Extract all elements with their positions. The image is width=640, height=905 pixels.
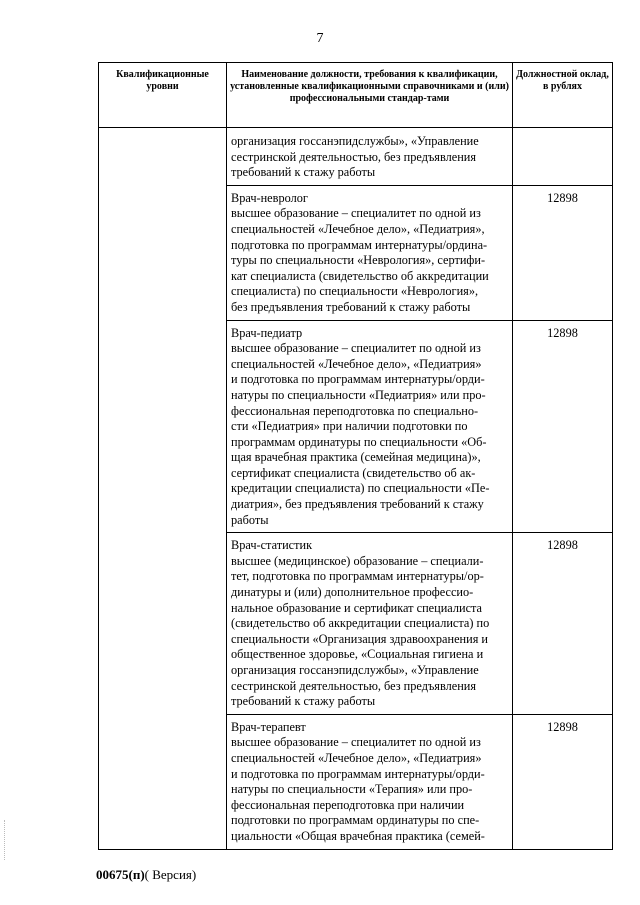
continuation-text: организация госсанэпидслужбы», «Управление сестринской деятельностью, без предъявления требований к стажу работы: [227, 128, 513, 186]
position-title: Врач-статистик: [231, 538, 313, 553]
position-requirements: высшее образование – специалитет по одной из специальностей «Лечебное дело», «Педиатрия» и подготовка по программам интернатуры/орди- натуры по специальности «Терапия» или про- фессиональная переподготовка при наличии подготовки по программам ординатуры по спе- циальности «Общая врачебная практика (семей-: [231, 735, 485, 843]
document-code: 00675(п): [96, 867, 145, 882]
document-footer: [96, 867, 196, 883]
table-row-continuation: [99, 128, 613, 186]
position-requirements: высшее образование – специалитет по одной из специальностей «Лечебное дело», «Педиатрия» и подготовка по программам интернатуры/орди- натуры по специальности «Педиатрия» или про- фессиональная переподготовка по специально- сти «Педиатрия» при наличии подготовки по программам ординатуры по специальности «Об- щая врачебная практика (семейная медицина)», сертификат специалиста (свидетельство об ак- кредитации специалиста) по специальности «Пе- диатрия», без предъявления требований к стажу работы: [231, 341, 490, 527]
position-requirements: высшее (медицинское) образование – специали- тет, подготовка по программам интернатуры/ор- динатуры и (или) дополнительное профессио- нальное образование и сертификат специалиста (свидетельство об аккредитации специалиста) по специальности «Организация здравоохранения и общественное здоровье, «Социальная гигиена и организация госсанэпидслужбы», «Управление сестринской деятельностью, без предъявления требований к стажу работы: [231, 553, 490, 709]
table-header-row: [99, 63, 613, 128]
position-cell: [227, 320, 513, 533]
scan-margin-marks: [4, 820, 7, 860]
position-cell: [227, 533, 513, 715]
position-title: Врач-терапевт: [231, 719, 306, 734]
header-salary: Должностной оклад, в рублях: [513, 63, 613, 128]
salary-value: 12898: [513, 533, 613, 715]
qualification-level-cell: [99, 128, 227, 850]
salary-value: 12898: [513, 320, 613, 533]
qualification-table: [98, 62, 613, 850]
page-number: 7: [316, 31, 324, 46]
document-version: ( Версия): [144, 867, 197, 882]
position-cell: [227, 714, 513, 849]
position-requirements: высшее образование – специалитет по одной из специальностей «Лечебное дело», «Педиатрия», подготовка по программам интернатуры/ордина- туры по специальности «Неврология», сертифи- кат специалиста (свидетельство об аккредитации специалиста) по специальности «Неврология», без предъявления требований к стажу работы: [231, 206, 489, 314]
header-position-requirements: Наименование должности, требования к квалификации, установленные квалификационными справочниками и (или) профессиональными стандар-тами: [227, 63, 513, 128]
salary-cell-empty: [513, 128, 613, 186]
header-qualification-levels: Квалификационные уровни: [99, 63, 227, 128]
position-title: Врач-педиатр: [231, 325, 303, 340]
position-title: Врач-невролог: [231, 190, 308, 205]
salary-value: 12898: [513, 185, 613, 320]
salary-value: 12898: [513, 714, 613, 849]
position-cell: [227, 185, 513, 320]
